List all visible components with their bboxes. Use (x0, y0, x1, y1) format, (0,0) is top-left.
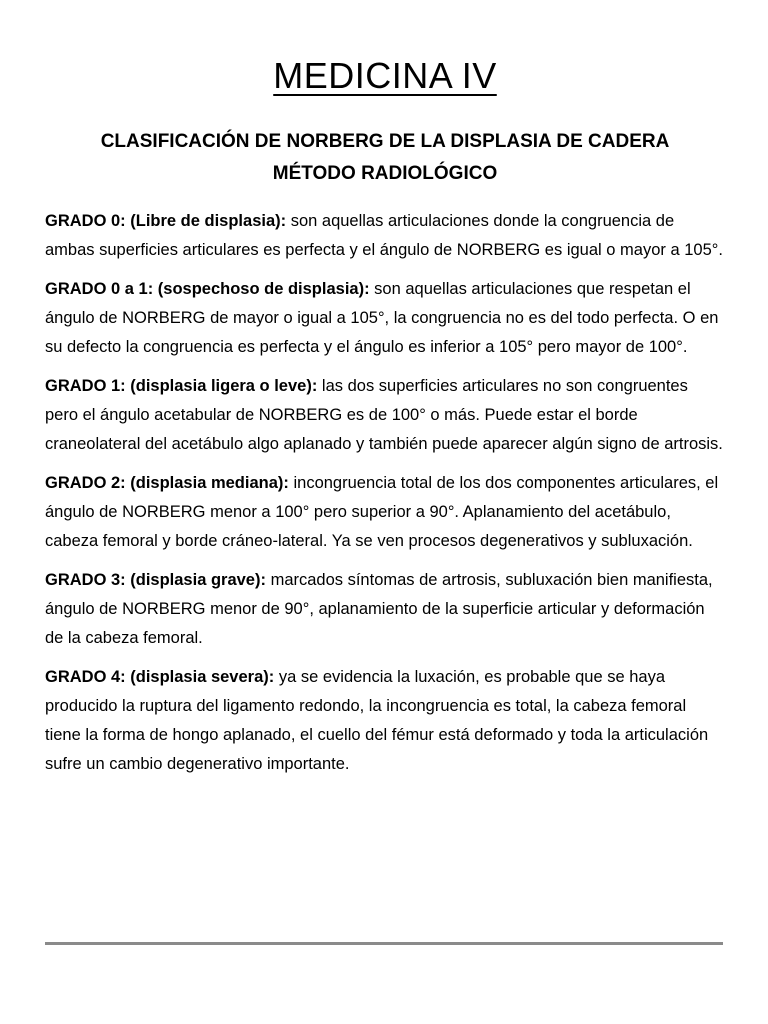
document-page (45, 0, 725, 1024)
grade-2-label: GRADO 2: (displasia mediana): (45, 474, 289, 492)
grade-2-paragraph (45, 469, 725, 556)
grade-0-paragraph (45, 207, 725, 265)
grade-0-label: GRADO 0: (Libre de displasia): (45, 212, 287, 230)
grade-2-text: incongruencia total de los dos componentes articulares, el ángulo de NORBERG menor a 100° pero superior a 90°. Aplanamiento del acetábulo, cabeza femoral y borde cráneo-lateral. Ya se ven procesos degenerativos y subluxación. (45, 474, 719, 550)
grade-0-1-text: son aquellas articulaciones que respetan el ángulo de NORBERG de mayor o igual a 105°, la congruencia no es del todo perfecta. O en su defecto la congruencia es perfecta y el ángulo es inferior a 105° pero mayor de 100°. (45, 280, 719, 356)
grade-0-text: son aquellas articulaciones donde la congruencia de ambas superficies articulares es perfecta y el ángulo de NORBERG es igual o mayor a 105°. (45, 212, 723, 259)
grade-1-label: GRADO 1: (displasia ligera o leve): (45, 377, 318, 395)
grade-4-text: ya se evidencia la luxación, es probable que se haya producido la ruptura del ligamento redondo, la incongruencia es total, la cabeza femoral tiene la forma de hongo aplanado, el cuello del fémur está deformado y toda la articulación sufre un cambio degenerativo importante. (45, 668, 709, 773)
grade-3-paragraph (45, 566, 725, 653)
grade-1-paragraph (45, 372, 725, 459)
grade-3-text: marcados síntomas de artrosis, subluxación bien manifiesta, ángulo de NORBERG menor de 90°, aplanamiento de la superficie articular y deformación de la cabeza femoral. (45, 571, 713, 647)
document-subtitle (45, 126, 725, 190)
grade-4-paragraph (45, 663, 725, 779)
bottom-divider (45, 942, 723, 945)
grade-4-label: GRADO 4: (displasia severa): (45, 668, 275, 686)
subtitle-line-1: CLASIFICACIÓN DE NORBERG DE LA DISPLASIA DE CADERA (100, 131, 670, 152)
grade-0-1-label: GRADO 0 a 1: (sospechoso de displasia): (45, 280, 370, 298)
grade-0-1-paragraph (45, 275, 725, 362)
grade-3-label: GRADO 3: (displasia grave): (45, 571, 266, 589)
page-title (45, 52, 725, 100)
subtitle-line-2: MÉTODO RADIOLÓGICO (272, 163, 498, 184)
grade-list (45, 207, 725, 789)
grade-1-text: las dos superficies articulares no son congruentes pero el ángulo acetabular de NORBERG es de 100° o más. Puede estar el borde craneolateral del acetábulo algo aplanado y también puede aparecer algún signo de artrosis. (45, 377, 723, 453)
page-title-text: MEDICINA IV (273, 55, 497, 96)
